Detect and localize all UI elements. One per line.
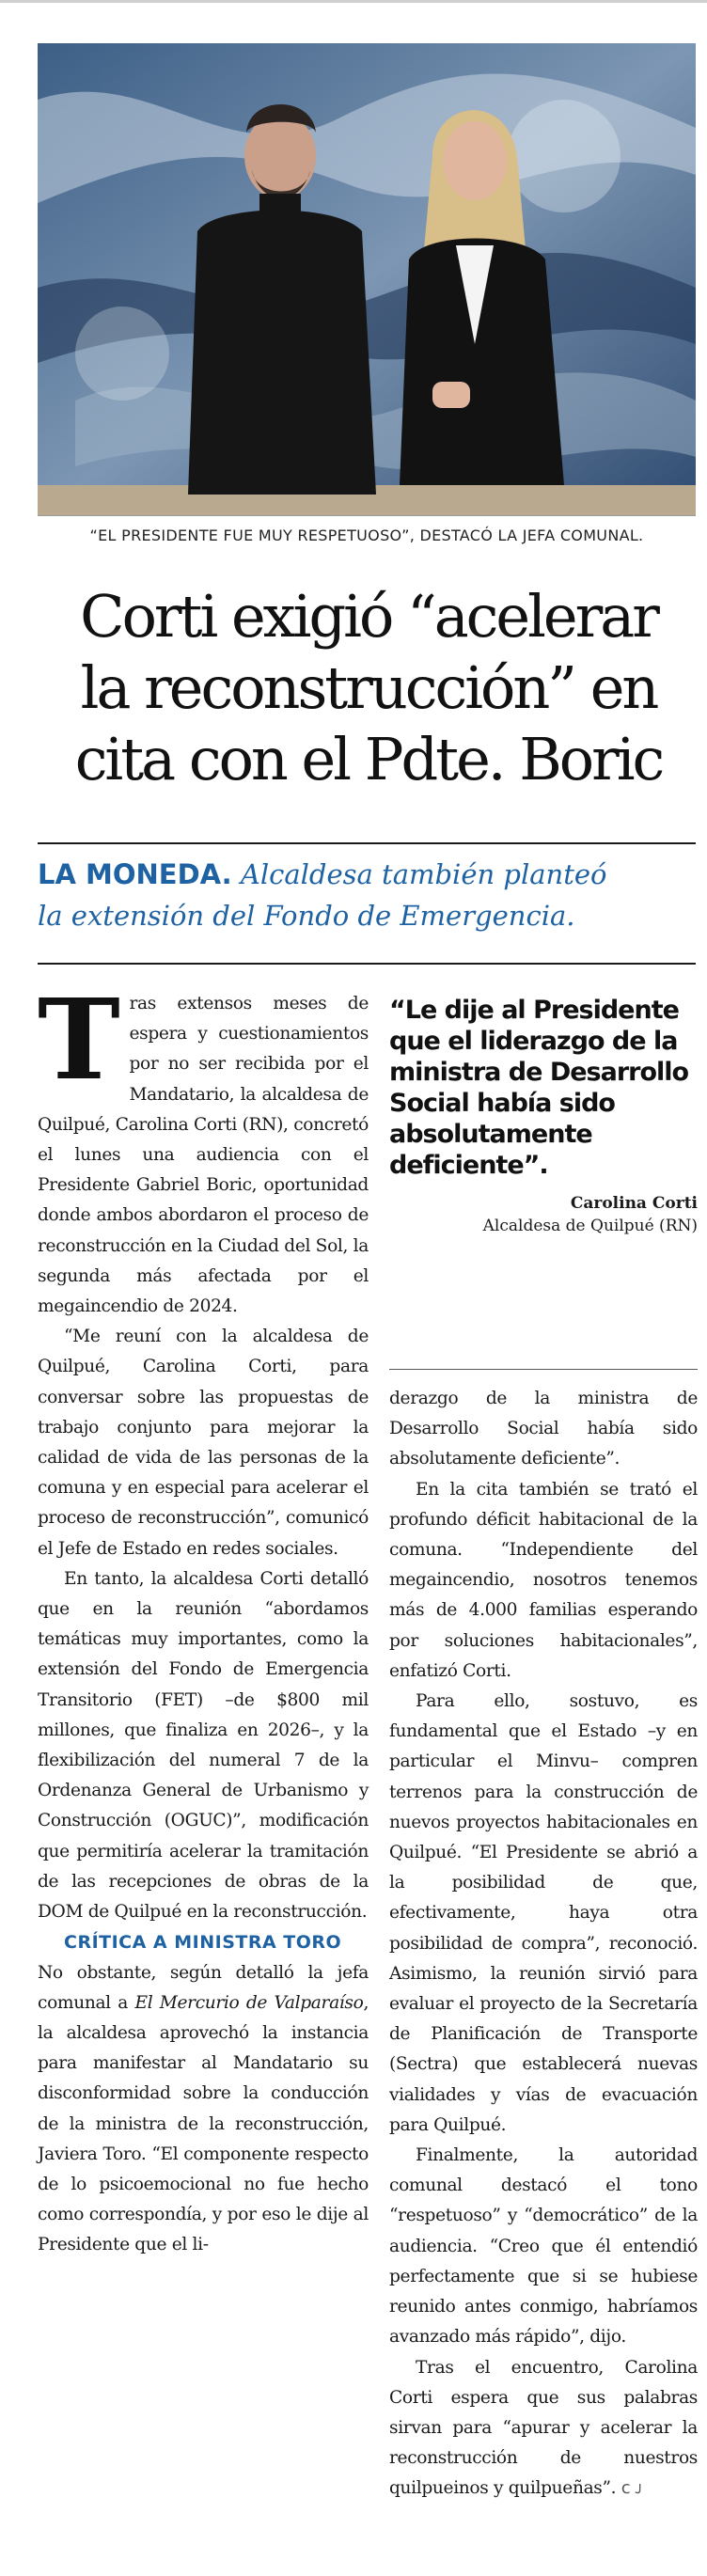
kicker-dek-line-2: la extensión del Fondo de Emergencia. — [38, 900, 575, 932]
left-column — [38, 974, 369, 2261]
article-photo — [38, 43, 696, 516]
pull-quote — [389, 995, 698, 1235]
photo-illustration — [38, 43, 696, 515]
paragraph: En la cita también se trató el profundo déficit habitacional de la comuna. “Independiente del megaincendio, nosotros tenemos más de 4.000 familias esperando por soluciones habitacionales”, enfatizó Corti. — [389, 1479, 698, 1681]
pull-quote-text: “Le dije al Presidente que el liderazgo de la ministra de Desarrollo Social había sido absolutamente deficiente”. — [389, 996, 689, 1180]
right-column — [389, 1384, 698, 2505]
newspaper-name: El Mercurio de Valparaíso — [134, 1992, 364, 2013]
headline-line-2: la reconstrucción” en — [80, 653, 657, 722]
text-run: No obstante, según detalló la jefa comunal a — [38, 1962, 369, 2013]
paragraph: Para ello, sostuvo, es fundamental que el Estado –y en particular el Minvu– compren terrenos para la construcción de nuevos proyectos habitacionales en Quilpué. “El Presidente se abrió a la posibilidad de que, efectivamente, haya otra posibilidad de compra”, reconoció. Asimismo, la reunión sirvió para evaluar el proyecto de la Secretaría de Planificación de Transporte (Sectra) que establecerá nuevas vialidades y vías de evacuación para Quilpué. — [389, 1691, 698, 2135]
pull-quote-rule — [389, 1369, 698, 1370]
headline-rule — [38, 842, 696, 844]
paragraph — [389, 2353, 698, 2505]
kicker-rule — [38, 963, 696, 965]
paragraph: Finalmente, la autoridad comunal destacó el tono “respetuoso” y “democrático” de la audiencia. “Creo que él entendió perfectamente que si se hubiese reunido antes conmigo, habríamos avanzado más rápido”, dijo. — [389, 2145, 698, 2348]
pull-quote-name: Carolina Corti — [570, 1194, 698, 1213]
lead-paragraph — [38, 974, 369, 1322]
text-run: Tras el encuentro, Carolina Corti espera que sus palabras sirvan para “apurar y acelerar la reconstrucción de nuestros quilpueinos y quilpueñas”. — [389, 2357, 698, 2499]
pull-quote-role: Alcaldesa de Quilpué (RN) — [482, 1217, 698, 1235]
paragraph: derazgo de la ministra de Desarrollo Social había sido absolutamente deficiente”. — [389, 1389, 698, 1469]
headline — [32, 581, 705, 795]
photo-caption: “EL PRESIDENTE FUE MUY RESPETUOSO”, DESTACÓ LA JEFA COMUNAL. — [89, 526, 644, 544]
headline-line-3: cita con el Pdte. Boric — [74, 725, 663, 793]
kicker-label: LA MONEDA. — [38, 858, 232, 890]
paragraph: “Me reuní con la alcaldesa de Quilpué, Carolina Corti, para conversar sobre las propuestas de trabajo conjunto para mejorar la calidad de vida de las personas de la comuna y en especial para acelerar el proceso de reconstrucción”, comunicó el Jefe de Estado en redes sociales. — [38, 1327, 369, 1559]
top-border — [0, 0, 707, 3]
paragraph — [38, 1958, 369, 2261]
section-subhead: CRÍTICA A MINISTRA TORO — [64, 1932, 342, 1954]
kicker-dek-line-1: Alcaldesa también planteó — [240, 858, 607, 890]
paragraph: En tanto, la alcaldesa Corti detalló que en la reunión “abordamos temáticas muy importantes, como la extensión del Fondo de Emergencia Transitorio (FET) –de $800 mil millones, que finaliza en 2026–, y la flexibilización del numeral 7 de la Ordenanza General de Urbanismo y Construcción (OGUC)”, modificación que permitiría acelerar la tramitación de las recepciones de obras de la DOM de Quilpué en la reconstrucción. — [38, 1568, 369, 1923]
end-mark-icon: ᴄ ᴊ — [621, 2478, 642, 2499]
text-run: , la alcaldesa aprovechó la instancia para manifestar al Mandatario su disconformidad sobre la conducción de la ministra de la reconstrucción, Javiera Toro. “El componente respecto de lo psicoemocional no fue hecho como correspondía, y por eso le dije al Presidente que el li- — [38, 1992, 369, 2255]
dropcap: T — [38, 974, 120, 1105]
kicker — [38, 854, 696, 936]
lead-text: ras extensos meses de espera y cuestionamientos por no ser recibida por el Mandatario, la alcaldesa de Quilpué, Carolina Corti (RN), concretó el lunes una audiencia con el Presidente Gabriel Boric, oportunidad donde ambos abordaron el proceso de reconstrucción en la Ciudad del Sol, la segunda más afectada por el megaincendio de 2024. — [38, 994, 369, 1317]
headline-line-1: Corti exigió “acelerar — [80, 582, 657, 651]
